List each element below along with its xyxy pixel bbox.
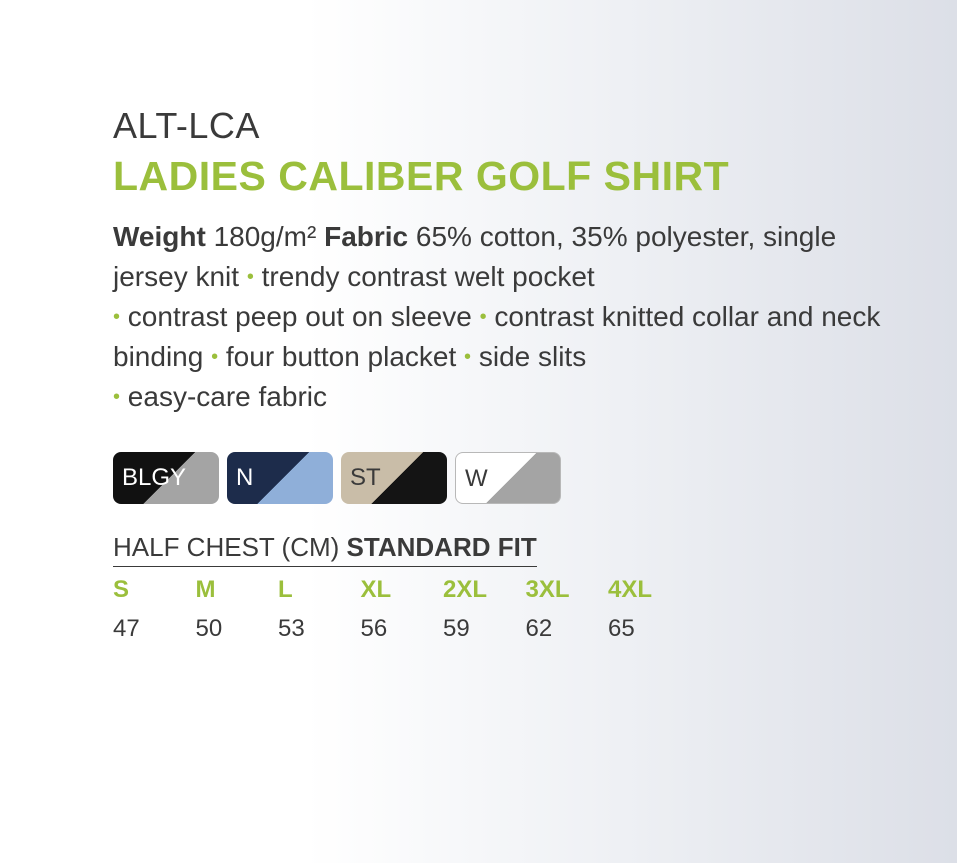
feature-item: contrast knitted collar and neck binding xyxy=(113,301,881,372)
colour-code: BLGY xyxy=(122,464,187,491)
size-column xyxy=(278,574,361,645)
size-label: 2XL xyxy=(443,576,488,603)
sizing-heading xyxy=(113,530,537,567)
product-description xyxy=(113,217,903,417)
fit-label: STANDARD FIT xyxy=(346,532,537,562)
size-value: 65 xyxy=(608,615,635,642)
size-value: 47 xyxy=(113,615,140,642)
colour-swatch-w[interactable] xyxy=(455,452,561,504)
size-label: M xyxy=(195,576,216,603)
colour-swatch-n[interactable] xyxy=(227,452,333,504)
size-column xyxy=(196,574,279,645)
size-column xyxy=(526,574,609,645)
fabric-label: Fabric xyxy=(324,221,409,252)
feature-item: easy-care fabric xyxy=(127,381,327,412)
size-label: 4XL xyxy=(608,576,653,603)
product-title: LADIES CALIBER GOLF SHIRT xyxy=(113,153,730,199)
size-label: 3XL xyxy=(525,576,570,603)
size-table xyxy=(113,574,913,645)
product-spec-sheet xyxy=(113,104,913,645)
bullet-icon: • xyxy=(464,346,472,368)
size-label: XL xyxy=(360,576,392,603)
bullet-icon: • xyxy=(246,266,254,288)
feature-item: side slits xyxy=(478,341,587,372)
size-value: 62 xyxy=(525,615,553,642)
colour-swatch-blgy[interactable] xyxy=(113,452,219,504)
size-label: L xyxy=(278,576,293,603)
feature-item: trendy contrast welt pocket xyxy=(261,261,595,292)
half-chest-label: HALF CHEST (CM) xyxy=(113,532,340,562)
weight-label: Weight xyxy=(113,221,206,252)
size-value: 53 xyxy=(278,615,305,642)
bullet-icon: • xyxy=(211,346,219,368)
size-column xyxy=(608,574,691,645)
size-column xyxy=(113,574,196,645)
bullet-icon: • xyxy=(113,306,121,328)
colour-code: N xyxy=(236,464,254,491)
size-label: S xyxy=(113,576,130,603)
colour-code: W xyxy=(465,465,488,492)
size-value: 50 xyxy=(195,615,223,642)
feature-item: contrast peep out on sleeve xyxy=(127,301,472,332)
weight-value: 180g/m² xyxy=(213,221,317,252)
colour-code: ST xyxy=(350,464,381,491)
size-column xyxy=(443,574,526,645)
size-value: 59 xyxy=(443,615,470,642)
colour-swatch-st[interactable] xyxy=(341,452,447,504)
bullet-icon: • xyxy=(479,306,487,328)
product-code: ALT-LCA xyxy=(113,105,260,146)
bullet-icon: • xyxy=(113,386,121,408)
fabric-value: 65% cotton, 35% polyester, single jersey knit xyxy=(113,221,837,292)
feature-item: four button placket xyxy=(225,341,457,372)
size-column xyxy=(361,574,444,645)
size-value: 56 xyxy=(360,615,388,642)
colour-swatches xyxy=(113,452,913,504)
